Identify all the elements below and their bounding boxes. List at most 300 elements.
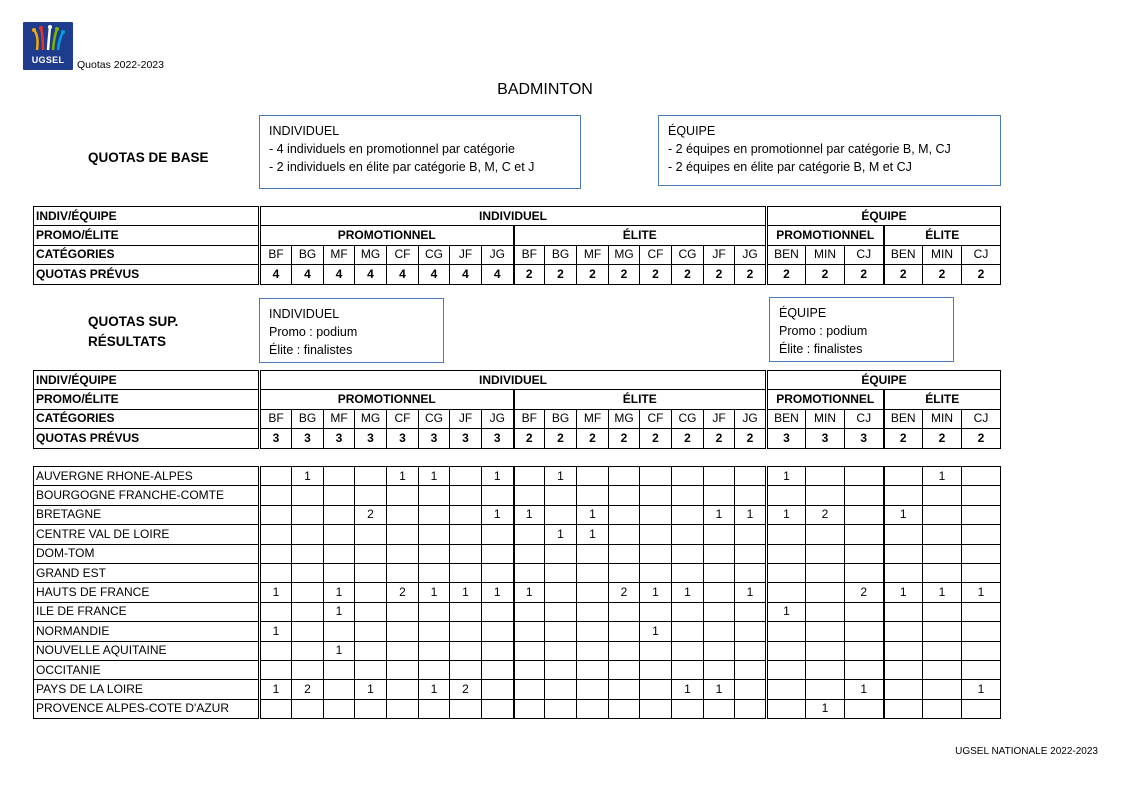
quota-cell: 2 bbox=[923, 265, 962, 284]
region-value-cell bbox=[923, 622, 962, 641]
region-value-cell bbox=[482, 563, 514, 582]
category-header: JF bbox=[704, 245, 735, 264]
region-value-cell bbox=[704, 467, 735, 486]
region-value-cell bbox=[923, 641, 962, 660]
region-value-cell: 2 bbox=[609, 583, 640, 602]
region-value-cell bbox=[355, 583, 387, 602]
region-value-cell bbox=[577, 544, 609, 563]
row-label-categories: CATÉGORIES bbox=[34, 245, 260, 264]
quota-cell: 2 bbox=[735, 265, 767, 284]
box-line: Promo : podium bbox=[269, 325, 358, 339]
region-value-cell bbox=[387, 525, 419, 544]
table-row bbox=[34, 660, 1001, 679]
region-value-cell bbox=[450, 602, 482, 621]
region-value-cell: 1 bbox=[292, 467, 324, 486]
region-value-cell bbox=[923, 505, 962, 524]
region-value-cell bbox=[735, 680, 767, 699]
region-value-cell: 1 bbox=[387, 467, 419, 486]
box-line: ÉQUIPE bbox=[668, 124, 716, 138]
region-value-cell bbox=[704, 486, 735, 505]
region-value-cell bbox=[419, 525, 450, 544]
region-value-cell bbox=[387, 699, 419, 718]
region-name: PROVENCE ALPES-COTE D'AZUR bbox=[34, 699, 260, 718]
quota-cell: 2 bbox=[514, 265, 545, 284]
category-header: CF bbox=[640, 245, 672, 264]
table-row bbox=[34, 622, 1001, 641]
region-value-cell bbox=[609, 544, 640, 563]
quota-cell: 2 bbox=[767, 265, 806, 284]
region-value-cell bbox=[260, 505, 292, 524]
region-value-cell bbox=[704, 699, 735, 718]
region-value-cell bbox=[845, 544, 884, 563]
region-value-cell bbox=[923, 660, 962, 679]
header-promotionnel: PROMOTIONNEL bbox=[767, 390, 884, 409]
quota-cell: 3 bbox=[260, 429, 292, 448]
quota-cell: 4 bbox=[292, 265, 324, 284]
category-header: BEN bbox=[767, 245, 806, 264]
region-value-cell bbox=[292, 699, 324, 718]
region-value-cell bbox=[735, 641, 767, 660]
category-header: MG bbox=[609, 409, 640, 428]
region-value-cell bbox=[962, 622, 1001, 641]
region-value-cell bbox=[806, 622, 845, 641]
region-value-cell bbox=[260, 486, 292, 505]
region-value-cell bbox=[923, 699, 962, 718]
region-value-cell bbox=[260, 467, 292, 486]
region-value-cell bbox=[419, 544, 450, 563]
header-elite: ÉLITE bbox=[514, 390, 767, 409]
category-header: MG bbox=[355, 409, 387, 428]
base-individuel-box bbox=[259, 115, 581, 189]
region-value-cell: 1 bbox=[482, 583, 514, 602]
quota-cell: 2 bbox=[514, 429, 545, 448]
region-value-cell bbox=[450, 563, 482, 582]
region-name: NOUVELLE AQUITAINE bbox=[34, 641, 260, 660]
category-header: MIN bbox=[923, 409, 962, 428]
region-value-cell bbox=[260, 602, 292, 621]
sup-section-label bbox=[88, 312, 178, 352]
region-value-cell bbox=[482, 622, 514, 641]
row-label-categories: CATÉGORIES bbox=[34, 409, 260, 428]
region-value-cell bbox=[640, 467, 672, 486]
category-header: CJ bbox=[845, 409, 884, 428]
region-value-cell bbox=[545, 563, 577, 582]
quota-cell: 4 bbox=[355, 265, 387, 284]
region-value-cell: 1 bbox=[640, 622, 672, 641]
region-value-cell bbox=[514, 563, 545, 582]
table-row bbox=[34, 641, 1001, 660]
region-value-cell: 1 bbox=[260, 680, 292, 699]
category-header: CJ bbox=[962, 409, 1001, 428]
region-value-cell: 1 bbox=[577, 505, 609, 524]
region-value-cell bbox=[884, 467, 923, 486]
category-header: BG bbox=[545, 245, 577, 264]
region-value-cell bbox=[845, 602, 884, 621]
region-value-cell bbox=[640, 602, 672, 621]
box-line: INDIVIDUEL bbox=[269, 307, 340, 321]
region-value-cell bbox=[672, 563, 704, 582]
region-value-cell: 1 bbox=[419, 583, 450, 602]
region-value-cell: 1 bbox=[260, 583, 292, 602]
region-value-cell: 1 bbox=[962, 583, 1001, 602]
region-value-cell bbox=[672, 602, 704, 621]
quota-cell: 4 bbox=[419, 265, 450, 284]
region-value-cell bbox=[387, 602, 419, 621]
region-value-cell bbox=[260, 699, 292, 718]
region-value-cell: 1 bbox=[672, 583, 704, 602]
region-value-cell bbox=[482, 544, 514, 563]
region-value-cell: 1 bbox=[577, 525, 609, 544]
region-value-cell bbox=[292, 660, 324, 679]
region-value-cell bbox=[577, 622, 609, 641]
header-individuel: INDIVIDUEL bbox=[260, 371, 767, 390]
header-promotionnel: PROMOTIONNEL bbox=[767, 226, 884, 245]
region-value-cell: 1 bbox=[704, 505, 735, 524]
region-name: CENTRE VAL DE LOIRE bbox=[34, 525, 260, 544]
region-value-cell bbox=[962, 486, 1001, 505]
region-value-cell bbox=[845, 563, 884, 582]
table-row bbox=[34, 699, 1001, 718]
region-value-cell bbox=[260, 525, 292, 544]
region-value-cell bbox=[962, 699, 1001, 718]
region-value-cell bbox=[704, 544, 735, 563]
region-value-cell bbox=[735, 525, 767, 544]
quota-cell: 2 bbox=[672, 429, 704, 448]
region-value-cell bbox=[514, 622, 545, 641]
region-value-cell: 1 bbox=[324, 602, 355, 621]
region-value-cell bbox=[450, 699, 482, 718]
category-header: BG bbox=[545, 409, 577, 428]
region-value-cell: 2 bbox=[292, 680, 324, 699]
region-name: ILE DE FRANCE bbox=[34, 602, 260, 621]
category-header: BF bbox=[514, 245, 545, 264]
logo-text: UGSEL bbox=[31, 55, 65, 65]
region-value-cell bbox=[514, 602, 545, 621]
region-value-cell: 1 bbox=[355, 680, 387, 699]
table-row bbox=[34, 563, 1001, 582]
category-header: CG bbox=[672, 409, 704, 428]
page-title: BADMINTON bbox=[497, 81, 593, 98]
table-row bbox=[34, 602, 1001, 621]
region-value-cell bbox=[514, 660, 545, 679]
region-value-cell bbox=[355, 699, 387, 718]
quota-cell: 3 bbox=[482, 429, 514, 448]
region-value-cell bbox=[845, 660, 884, 679]
region-value-cell: 1 bbox=[419, 467, 450, 486]
region-value-cell bbox=[577, 660, 609, 679]
region-value-cell bbox=[962, 563, 1001, 582]
region-value-cell bbox=[387, 680, 419, 699]
header-promotionnel: PROMOTIONNEL bbox=[260, 390, 514, 409]
sup-equipe-box bbox=[769, 297, 954, 362]
quota-cell: 2 bbox=[884, 429, 923, 448]
region-value-cell bbox=[704, 602, 735, 621]
region-value-cell bbox=[735, 563, 767, 582]
category-header: JF bbox=[450, 245, 482, 264]
region-value-cell bbox=[482, 680, 514, 699]
region-value-cell bbox=[609, 467, 640, 486]
region-value-cell bbox=[672, 660, 704, 679]
sup-label-line: RÉSULTATS bbox=[88, 334, 166, 349]
region-value-cell: 1 bbox=[806, 699, 845, 718]
region-value-cell bbox=[419, 641, 450, 660]
table-row bbox=[34, 467, 1001, 486]
region-value-cell bbox=[577, 467, 609, 486]
box-line: - 2 équipes en élite par catégorie B, M et CJ bbox=[668, 160, 912, 174]
box-line: ÉQUIPE bbox=[779, 306, 827, 320]
category-header: BEN bbox=[884, 245, 923, 264]
quota-cell: 4 bbox=[260, 265, 292, 284]
header-subtitle: Quotas 2022-2023 bbox=[77, 59, 164, 71]
region-value-cell bbox=[923, 525, 962, 544]
quota-cell: 2 bbox=[577, 429, 609, 448]
region-value-cell bbox=[609, 660, 640, 679]
region-value-cell bbox=[767, 680, 806, 699]
category-header: JG bbox=[482, 409, 514, 428]
region-value-cell: 1 bbox=[640, 583, 672, 602]
region-value-cell bbox=[806, 544, 845, 563]
box-line: INDIVIDUEL bbox=[269, 124, 340, 138]
region-value-cell bbox=[514, 525, 545, 544]
region-value-cell bbox=[387, 544, 419, 563]
quota-cell: 2 bbox=[962, 265, 1001, 284]
logo-figures-icon bbox=[23, 22, 73, 56]
quota-cell: 4 bbox=[450, 265, 482, 284]
region-value-cell bbox=[324, 525, 355, 544]
region-value-cell bbox=[324, 563, 355, 582]
region-value-cell bbox=[640, 699, 672, 718]
row-label-indiv-equipe: INDIV/ÉQUIPE bbox=[34, 207, 260, 226]
region-value-cell: 1 bbox=[767, 602, 806, 621]
region-value-cell: 1 bbox=[735, 583, 767, 602]
region-value-cell bbox=[767, 563, 806, 582]
region-value-cell bbox=[292, 525, 324, 544]
region-value-cell bbox=[419, 563, 450, 582]
category-header: MF bbox=[577, 245, 609, 264]
category-header: CG bbox=[672, 245, 704, 264]
region-value-cell bbox=[387, 641, 419, 660]
region-value-cell bbox=[482, 486, 514, 505]
region-value-cell bbox=[845, 505, 884, 524]
category-header: MIN bbox=[806, 245, 845, 264]
region-value-cell bbox=[806, 486, 845, 505]
region-value-cell bbox=[292, 544, 324, 563]
region-value-cell: 1 bbox=[845, 680, 884, 699]
region-value-cell bbox=[292, 622, 324, 641]
region-value-cell bbox=[355, 563, 387, 582]
quota-cell: 2 bbox=[545, 429, 577, 448]
quota-cell: 2 bbox=[735, 429, 767, 448]
region-value-cell bbox=[545, 505, 577, 524]
ugsel-logo bbox=[23, 22, 73, 70]
region-value-cell bbox=[884, 563, 923, 582]
header-elite: ÉLITE bbox=[514, 226, 767, 245]
region-value-cell bbox=[806, 680, 845, 699]
region-value-cell bbox=[260, 563, 292, 582]
region-value-cell bbox=[806, 563, 845, 582]
row-label-indiv-equipe: INDIV/ÉQUIPE bbox=[34, 371, 260, 390]
region-name: NORMANDIE bbox=[34, 622, 260, 641]
quota-cell: 4 bbox=[324, 265, 355, 284]
region-value-cell: 1 bbox=[260, 622, 292, 641]
region-value-cell bbox=[640, 680, 672, 699]
region-value-cell bbox=[355, 602, 387, 621]
region-value-cell bbox=[704, 660, 735, 679]
region-value-cell bbox=[704, 563, 735, 582]
table-row bbox=[34, 583, 1001, 602]
region-value-cell bbox=[514, 544, 545, 563]
region-value-cell: 2 bbox=[845, 583, 884, 602]
table-row bbox=[34, 525, 1001, 544]
region-value-cell bbox=[419, 486, 450, 505]
region-value-cell bbox=[672, 699, 704, 718]
box-line: - 4 individuels en promotionnel par catégorie bbox=[269, 142, 515, 156]
region-value-cell bbox=[419, 622, 450, 641]
region-value-cell bbox=[767, 660, 806, 679]
region-value-cell: 1 bbox=[884, 505, 923, 524]
region-value-cell bbox=[672, 525, 704, 544]
header-equipe: ÉQUIPE bbox=[767, 371, 1001, 390]
region-value-cell bbox=[640, 563, 672, 582]
category-header: MF bbox=[324, 245, 355, 264]
region-value-cell bbox=[260, 641, 292, 660]
region-value-cell bbox=[884, 622, 923, 641]
region-value-cell bbox=[923, 680, 962, 699]
region-value-cell bbox=[482, 699, 514, 718]
region-value-cell bbox=[923, 544, 962, 563]
quota-cell: 2 bbox=[806, 265, 845, 284]
quota-cell: 3 bbox=[387, 429, 419, 448]
category-header: JF bbox=[704, 409, 735, 428]
region-value-cell: 2 bbox=[387, 583, 419, 602]
region-value-cell bbox=[767, 525, 806, 544]
category-header: CF bbox=[387, 245, 419, 264]
region-value-cell bbox=[482, 641, 514, 660]
region-value-cell bbox=[387, 660, 419, 679]
category-header: MG bbox=[355, 245, 387, 264]
region-value-cell bbox=[672, 544, 704, 563]
region-value-cell bbox=[672, 622, 704, 641]
region-value-cell bbox=[324, 680, 355, 699]
region-value-cell bbox=[419, 660, 450, 679]
box-line: Élite : finalistes bbox=[779, 342, 863, 356]
base-quota-table bbox=[33, 206, 1001, 285]
category-header: BEN bbox=[767, 409, 806, 428]
table-row bbox=[34, 505, 1001, 524]
region-value-cell bbox=[324, 486, 355, 505]
region-value-cell bbox=[735, 660, 767, 679]
region-value-cell bbox=[355, 622, 387, 641]
region-value-cell bbox=[845, 467, 884, 486]
region-value-cell bbox=[355, 544, 387, 563]
region-value-cell bbox=[672, 467, 704, 486]
category-header: CG bbox=[419, 409, 450, 428]
region-value-cell bbox=[884, 602, 923, 621]
region-name: HAUTS DE FRANCE bbox=[34, 583, 260, 602]
quota-cell: 3 bbox=[450, 429, 482, 448]
region-value-cell: 1 bbox=[545, 525, 577, 544]
region-name: AUVERGNE RHONE-ALPES bbox=[34, 467, 260, 486]
category-header: BG bbox=[292, 245, 324, 264]
region-value-cell bbox=[806, 641, 845, 660]
header-equipe: ÉQUIPE bbox=[767, 207, 1001, 226]
region-value-cell bbox=[609, 641, 640, 660]
region-value-cell: 1 bbox=[672, 680, 704, 699]
region-value-cell: 2 bbox=[450, 680, 482, 699]
category-header: BEN bbox=[884, 409, 923, 428]
region-value-cell bbox=[355, 486, 387, 505]
sup-label-line: QUOTAS SUP. bbox=[88, 314, 179, 329]
quota-cell: 2 bbox=[545, 265, 577, 284]
table-row bbox=[34, 680, 1001, 699]
quota-cell: 2 bbox=[884, 265, 923, 284]
region-value-cell: 2 bbox=[355, 505, 387, 524]
category-header: CJ bbox=[962, 245, 1001, 264]
region-value-cell bbox=[767, 622, 806, 641]
sup-individuel-box bbox=[259, 298, 444, 363]
box-line: - 2 équipes en promotionnel par catégorie B, M, CJ bbox=[668, 142, 951, 156]
region-value-cell bbox=[355, 641, 387, 660]
quota-cell: 3 bbox=[767, 429, 806, 448]
region-value-cell bbox=[292, 563, 324, 582]
region-value-cell bbox=[735, 486, 767, 505]
quota-cell: 2 bbox=[609, 429, 640, 448]
header-elite: ÉLITE bbox=[884, 390, 1001, 409]
region-value-cell bbox=[514, 680, 545, 699]
region-value-cell bbox=[450, 660, 482, 679]
region-value-cell bbox=[609, 622, 640, 641]
region-value-cell bbox=[324, 622, 355, 641]
region-value-cell bbox=[545, 660, 577, 679]
region-value-cell bbox=[845, 525, 884, 544]
region-value-cell bbox=[845, 622, 884, 641]
region-value-cell bbox=[545, 486, 577, 505]
region-value-cell: 2 bbox=[806, 505, 845, 524]
region-value-cell bbox=[419, 505, 450, 524]
region-value-cell bbox=[962, 525, 1001, 544]
region-value-cell bbox=[962, 505, 1001, 524]
category-header: MF bbox=[324, 409, 355, 428]
region-value-cell bbox=[514, 699, 545, 718]
region-value-cell bbox=[355, 467, 387, 486]
region-value-cell bbox=[324, 699, 355, 718]
category-header: JF bbox=[450, 409, 482, 428]
category-header: JG bbox=[735, 245, 767, 264]
category-header: MIN bbox=[923, 245, 962, 264]
region-value-cell bbox=[577, 563, 609, 582]
region-value-cell bbox=[577, 602, 609, 621]
region-value-cell bbox=[704, 525, 735, 544]
region-value-cell bbox=[672, 486, 704, 505]
category-header: BF bbox=[514, 409, 545, 428]
region-name: OCCITANIE bbox=[34, 660, 260, 679]
region-value-cell bbox=[292, 583, 324, 602]
row-label-quotas-prevus: QUOTAS PRÉVUS bbox=[34, 265, 260, 284]
region-name: DOM-TOM bbox=[34, 544, 260, 563]
table-row bbox=[34, 486, 1001, 505]
region-value-cell bbox=[324, 505, 355, 524]
region-value-cell bbox=[545, 583, 577, 602]
region-value-cell bbox=[609, 486, 640, 505]
region-value-cell bbox=[640, 641, 672, 660]
row-label-promo-elite: PROMO/ÉLITE bbox=[34, 390, 260, 409]
quota-cell: 2 bbox=[962, 429, 1001, 448]
region-value-cell bbox=[845, 699, 884, 718]
region-value-cell bbox=[482, 525, 514, 544]
region-value-cell bbox=[545, 699, 577, 718]
region-value-cell bbox=[387, 622, 419, 641]
region-value-cell bbox=[923, 602, 962, 621]
